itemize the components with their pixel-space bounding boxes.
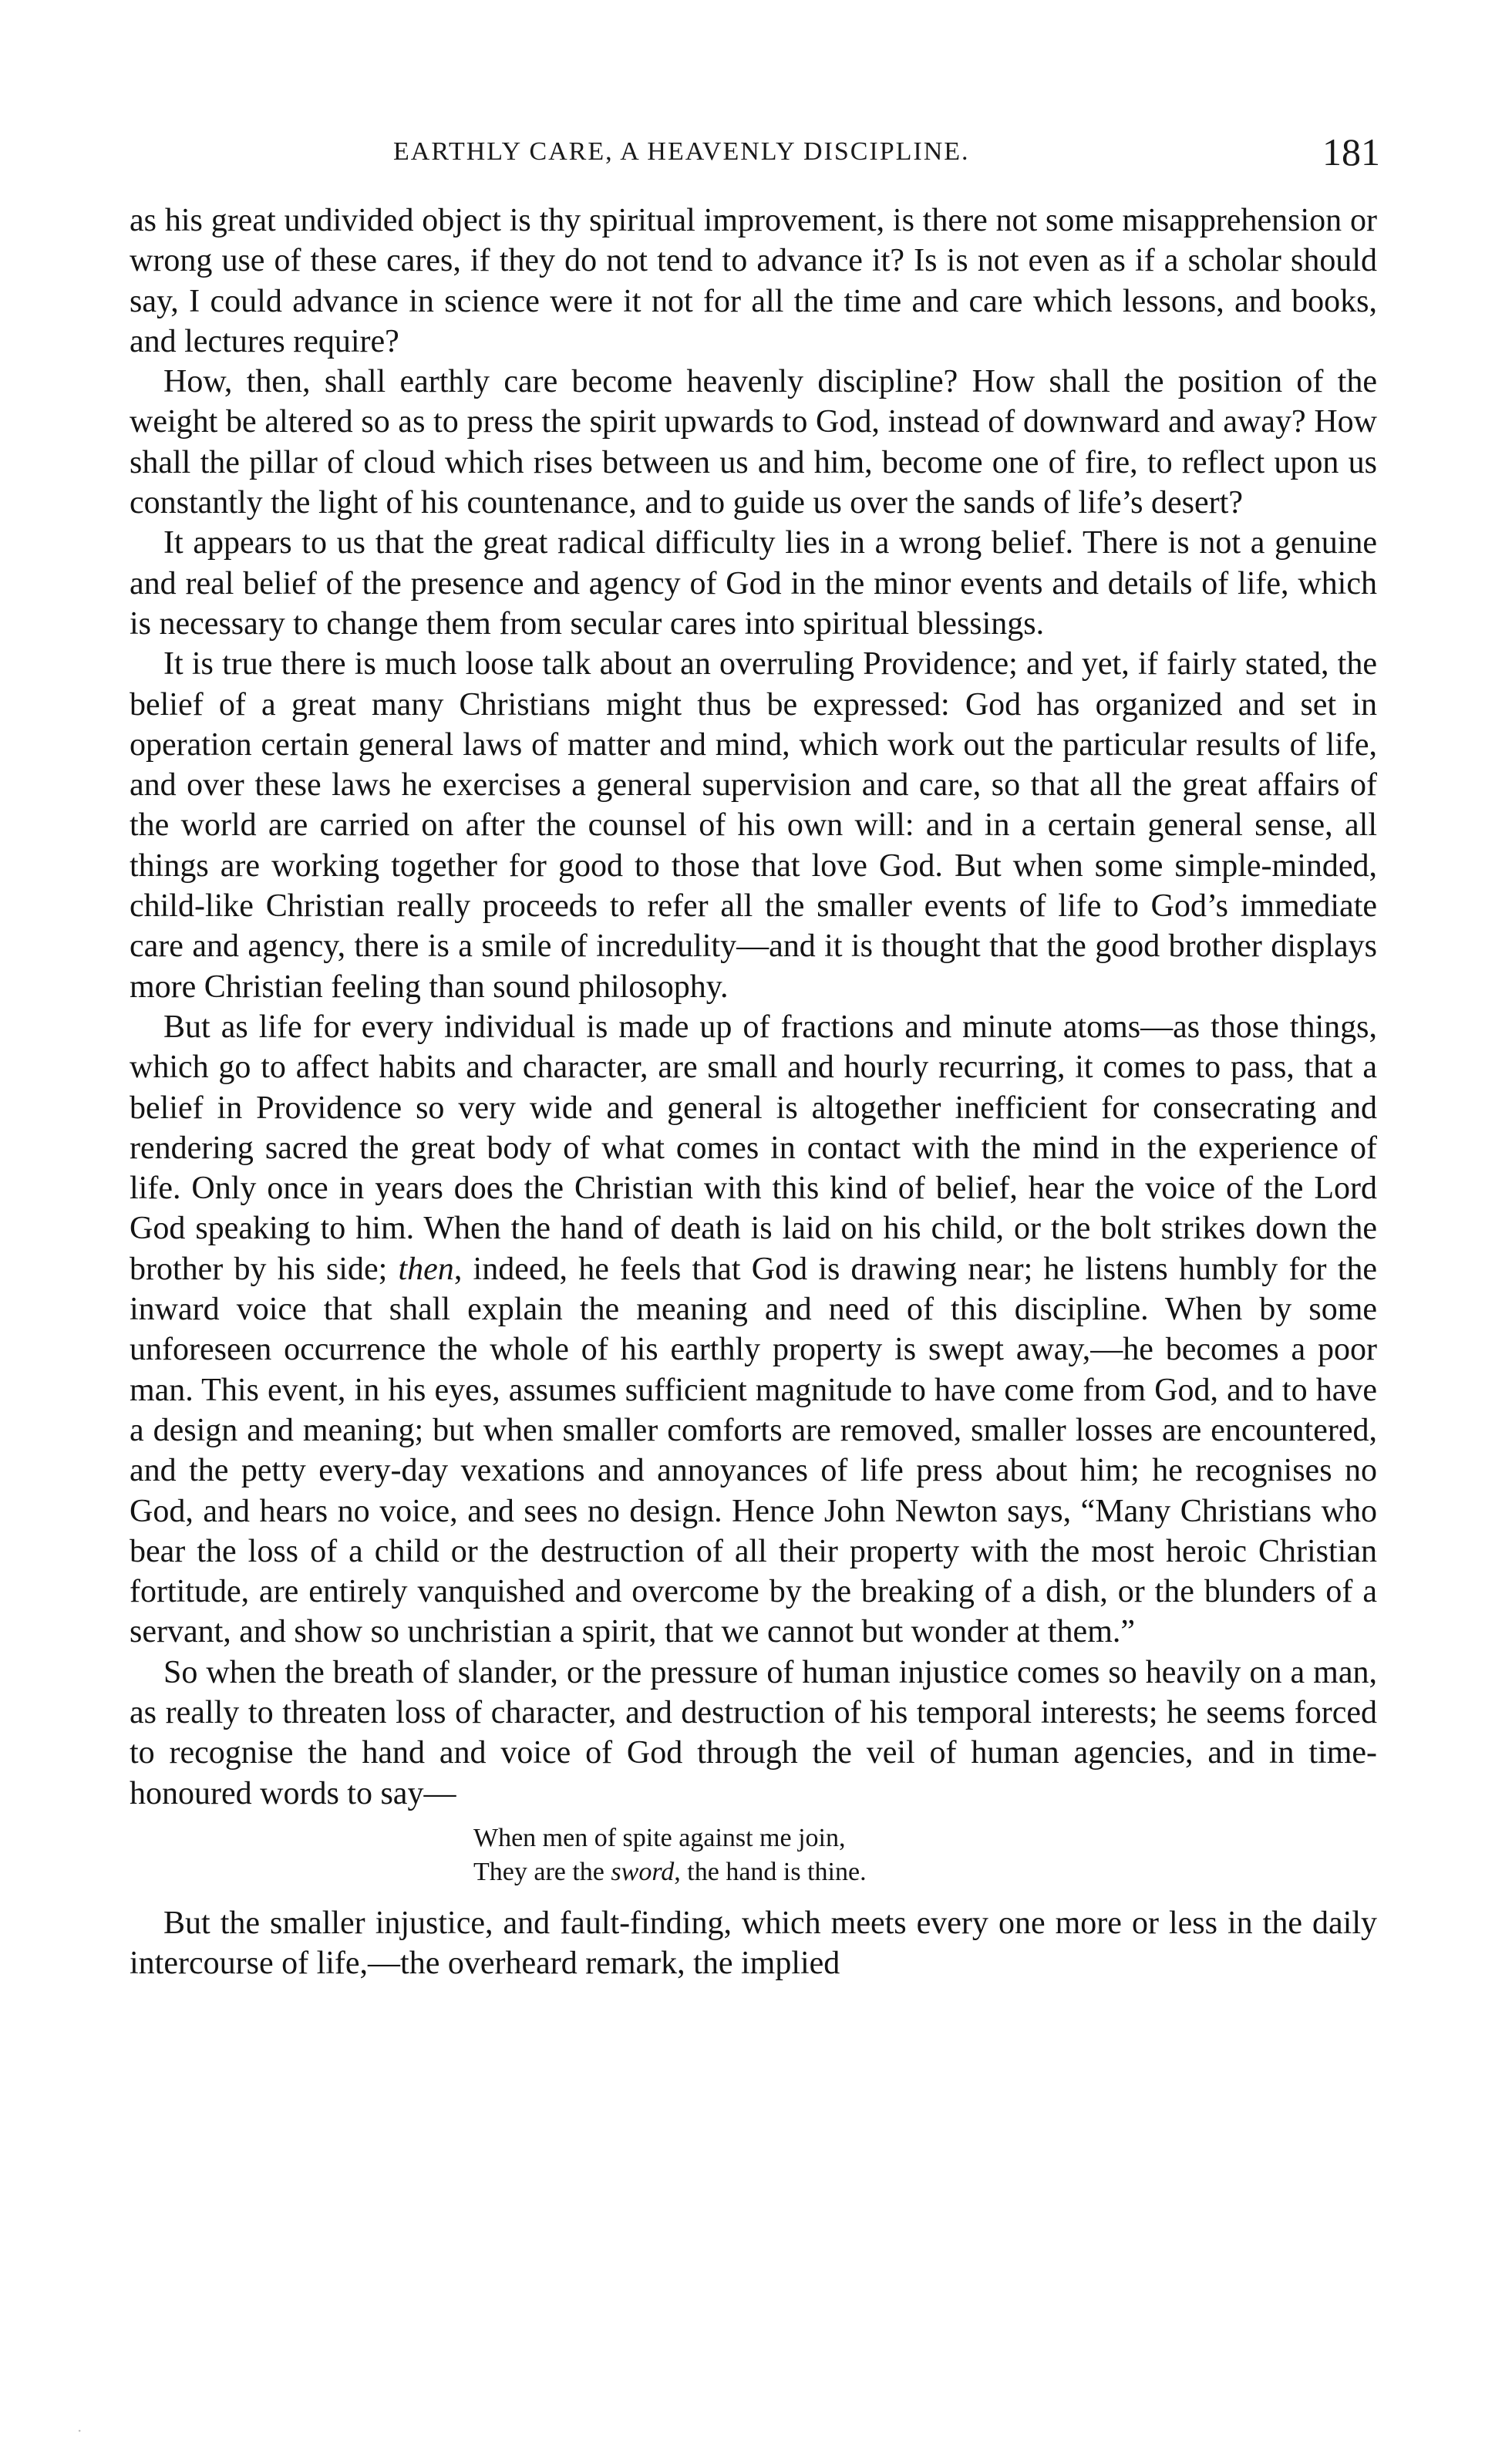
paragraph-3: It appears to us that the great radical difficulty lies in a wrong belief. There is not a genuine and real belief of the presence and agency of God in the minor events and details of life, which is necessary to change them from secular cares into spiritual blessings.	[130, 525, 1377, 642]
paragraph-1: as his great undivided object is thy spiritual improvement, is there not some misapprehension or wrong use of these cares, if they do not tend to advance it? Is is not even as if a scholar should say, I could advance in science were it not for all the time and care which lessons, and books, and lectures require?	[130, 203, 1377, 359]
verse-emphasis: sword	[611, 1857, 675, 1886]
body-text	[130, 200, 1377, 1983]
paragraph-4: It is true there is much loose talk about an overruling Providence; and yet, if fairly stated, the belief of a great many Christians might thus be expressed: God has organized and set in operation certain general laws of matter and mind, which work out the particular results of life, and over these laws he exercises a general supervision and care, so that all the great affairs of the world are carried on after the counsel of his own will: and in a certain general sense, all things are working together for good to those that love God. But when some simple-minded, child-like Christian really proceeds to refer all the smaller events of life to God’s immediate care and agency, there is a smile of incredulity—and it is thought that the good brother displays more Christian feeling than sound philosophy.	[130, 646, 1377, 1005]
verse-line-1: When men of spite against me join,	[473, 1823, 846, 1852]
verse-quote	[130, 1821, 1377, 1889]
paragraph-final: But the smaller injustice, and fault-finding, which meets every one more or less in the daily intercourse of life,—the overheard remark, the implied	[130, 1905, 1377, 1982]
page-header	[131, 131, 1380, 185]
paragraph-2: How, then, shall earthly care become heavenly discipline? How shall the position of the weight be altered so as to press the spirit upwards to God, instead of downward and away? How shall the pillar of cloud which rises between us and him, become one of fire, to reflect upon us constantly the light of his countenance, and to guide us over the sands of life’s desert?	[130, 364, 1377, 521]
page-number: 181	[1322, 130, 1380, 174]
emphasis-then: then	[398, 1251, 454, 1287]
running-head: EARTHLY CARE, A HEAVENLY DISCIPLINE.	[393, 137, 970, 166]
verse-line-2-end: , the hand is thine.	[674, 1857, 867, 1886]
scan-speck: ·	[77, 2421, 83, 2440]
verse-line-2	[130, 1855, 1377, 1889]
verse-line-2-start: They are the	[473, 1857, 611, 1886]
paragraph-5: But as life for every individual is made up of fractions and minute atoms—as those things, which go to affect habits and character, are small and hourly recurring, it comes to pass, that a belief in Providence so very wide and general is altogether inefficient for consecrating and rendering sacred the great body of what comes in contact with the mind in the experience of life. Only once in years does the Christian with this kind of belief, hear the voice of the Lord God speaking to him. When the hand of death is laid on his child, or the bolt strikes down the brother by his side; then, indeed, he feels that God is drawing near; he listens humbly for the inward voice that shall explain the meaning and need of this discipline. When by some unforeseen occurrence the whole of his earthly property is swept away,—he becomes a poor man. This event, in his eyes, assumes sufficient magnitude to have come from God, and to have a design and meaning; but when smaller comforts are removed, smaller losses are encountered, and the petty every-day vexations and annoyances of life press about him; he recognises no God, and hears no voice, and sees no design. Hence John Newton says, “Many Christians who bear the loss of a child or the destruction of all their property with the most heroic Christian fortitude, are entirely vanquished and overcome by the breaking of a dish, or the blunders of a servant, and show so unchristian a spirit, that we cannot but wonder at them.”	[130, 1009, 1378, 1650]
paragraph-6: So when the breath of slander, or the pressure of human injustice comes so heavily on a man, as really to threaten loss of character, and destruction of his temporal interests; he seems forced to recognise the hand and voice of God through the veil of human agencies, and in time-honoured words to say—	[130, 1654, 1377, 1811]
